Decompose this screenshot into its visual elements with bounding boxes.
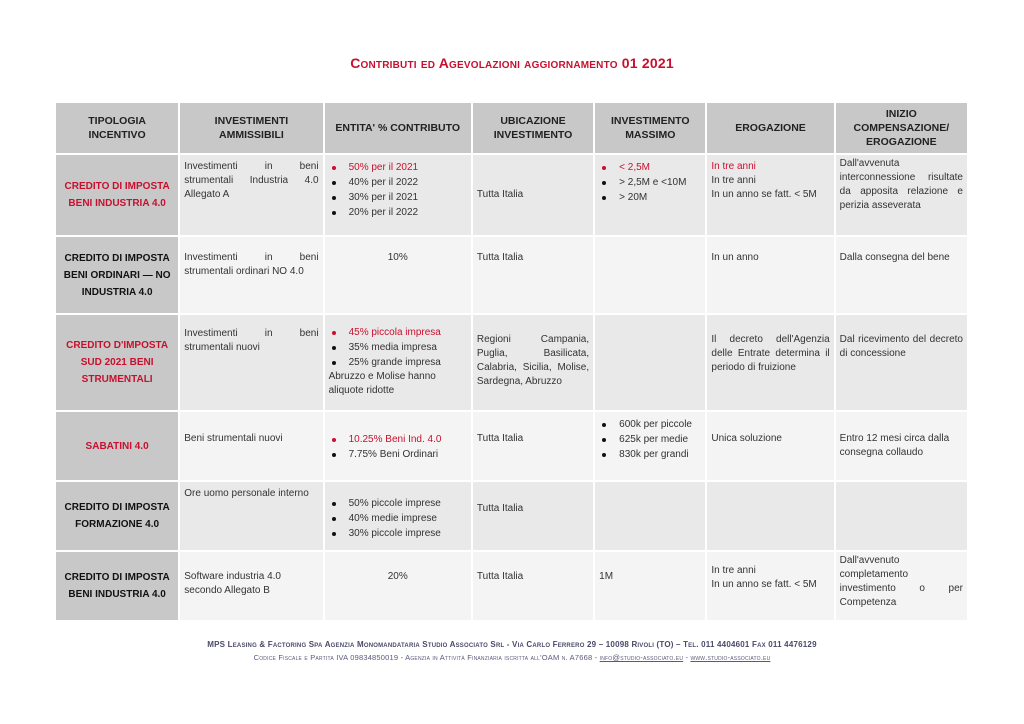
row-massimo	[595, 315, 705, 410]
row-erogazione	[707, 552, 833, 620]
entita-item: 40% per il 2022	[329, 175, 467, 190]
row-ubicazione: Tutta Italia	[473, 155, 593, 235]
header-entita: ENTITA' % CONTRIBUTO	[325, 103, 471, 153]
header-inizio: INIZIO COMPENSAZIONE/ EROGAZIONE	[836, 103, 967, 153]
row-investimenti: Software industria 4.0 secondo Allegato B	[180, 552, 322, 620]
row-erogazione: Il decreto dell'Agenzia delle Entrate determina il periodo di fruizione	[707, 315, 833, 410]
footer-website-link[interactable]: www.studio-associato.eu	[690, 653, 771, 662]
row-entita	[325, 155, 471, 235]
entita-item: 7.75% Beni Ordinari	[329, 447, 467, 462]
row-inizio: Dal ricevimento del decreto di concessione	[836, 315, 967, 410]
row-investimenti: Investimenti in beni strumentali ordinari NO 4.0	[180, 237, 322, 313]
row-investimenti: Investimenti in beni strumentali nuovi	[180, 315, 322, 410]
header-erogazione: EROGAZIONE	[707, 103, 833, 153]
massimo-item: < 2,5M	[599, 160, 701, 175]
header-ubicazione: UBICAZIONE INVESTIMENTO	[473, 103, 593, 153]
entita-item: 30% piccole imprese	[329, 526, 467, 541]
row-tipologia: SABATINI 4.0	[56, 412, 178, 480]
row-massimo	[595, 155, 705, 235]
entita-item: 25% grande impresa	[329, 355, 467, 370]
row-inizio: Dall'avvenuto completamento investimento o per Competenza	[836, 552, 967, 620]
table-header-row	[56, 103, 967, 153]
footer-email-link[interactable]: info@studio-associato.eu	[599, 653, 684, 662]
row-erogazione	[707, 155, 833, 235]
row-inizio	[836, 482, 967, 550]
entita-note: Abruzzo e Molise hanno aliquote ridotte	[328, 371, 436, 396]
entita-item: 50% piccole imprese	[329, 496, 467, 511]
erogazione-line: In un anno se fatt. < 5M	[711, 189, 817, 200]
header-massimo: INVESTIMENTO MASSIMO	[595, 103, 705, 153]
row-tipologia: CREDITO D'IMPOSTA SUD 2021 BENI STRUMENTALI	[56, 315, 178, 410]
row-entita	[325, 315, 471, 410]
erogazione-line: In tre anni	[711, 175, 756, 186]
row-investimenti: Investimenti in beni strumentali Industria 4.0 Allegato A	[180, 155, 322, 235]
massimo-item: > 2,5M e <10M	[599, 175, 701, 190]
row-ubicazione: Tutta Italia	[473, 237, 593, 313]
row-tipologia: CREDITO DI IMPOSTA BENI INDUSTRIA 4.0	[56, 552, 178, 620]
row-inizio: Dall'avvenuta interconnessione risultate da apposita relazione e perizia asseverata	[836, 155, 967, 235]
row-ubicazione: Tutta Italia	[473, 482, 593, 550]
erogazione-line: In tre anni	[711, 161, 756, 172]
footer-legal-text: Codice Fiscale e Partita IVA 09834850019 - Agenzia in Attività Finanziaria iscritta all'OAM n. A7668 -	[253, 653, 598, 662]
entita-item: 20% per il 2022	[329, 205, 467, 220]
row-ubicazione: Tutta Italia	[473, 552, 593, 620]
entita-item: 45% piccola impresa	[329, 325, 467, 340]
entita-item: 35% media impresa	[329, 340, 467, 355]
row-erogazione: Unica soluzione	[707, 412, 833, 480]
row-massimo	[595, 237, 705, 313]
row-investimenti: Ore uomo personale interno	[180, 482, 322, 550]
incentives-table	[54, 101, 969, 622]
table-row	[56, 315, 967, 410]
row-massimo	[595, 412, 705, 480]
row-tipologia: CREDITO DI IMPOSTA FORMAZIONE 4.0	[56, 482, 178, 550]
header-investimenti: INVESTIMENTI AMMISSIBILI	[180, 103, 322, 153]
table-row	[56, 412, 967, 480]
row-tipologia: CREDITO DI IMPOSTA BENI ORDINARI — NO INDUSTRIA 4.0	[56, 237, 178, 313]
row-ubicazione: Tutta Italia	[473, 412, 593, 480]
row-entita	[325, 482, 471, 550]
row-massimo	[595, 482, 705, 550]
entita-item: 10.25% Beni Ind. 4.0	[329, 432, 467, 447]
row-entita: 20%	[325, 552, 471, 620]
row-entita	[325, 412, 471, 480]
row-investimenti: Beni strumentali nuovi	[180, 412, 322, 480]
footer-separator: -	[685, 653, 689, 662]
massimo-item: 600k per piccole	[599, 417, 701, 432]
table-row	[56, 237, 967, 313]
entita-item: 50% per il 2021	[329, 160, 467, 175]
table-row	[56, 482, 967, 550]
row-entita: 10%	[325, 237, 471, 313]
massimo-item: > 20M	[599, 190, 701, 205]
table-row	[56, 552, 967, 620]
row-massimo: 1M	[595, 552, 705, 620]
row-inizio: Dalla consegna del bene	[836, 237, 967, 313]
massimo-item: 830k per grandi	[599, 447, 701, 462]
footer-legal-line	[0, 653, 1024, 662]
erogazione-line: In tre anni	[711, 565, 756, 576]
table-row	[56, 155, 967, 235]
entita-item: 30% per il 2021	[329, 190, 467, 205]
footer-company-line: MPS Leasing & Factoring Spa Agenzia Monomandataria Studio Associato Srl - Via Carlo Ferrero 29 – 10098 Rivoli (TO) – Tel. 011 4404601 Fax 011 4476129	[207, 640, 817, 649]
entita-item: 40% medie imprese	[329, 511, 467, 526]
row-erogazione: In un anno	[707, 237, 833, 313]
header-tipologia: TIPOLOGIA INCENTIVO	[56, 103, 178, 153]
row-inizio: Entro 12 mesi circa dalla consegna collaudo	[836, 412, 967, 480]
row-erogazione	[707, 482, 833, 550]
erogazione-line: In un anno se fatt. < 5M	[711, 579, 817, 590]
row-tipologia: CREDITO DI IMPOSTA BENI INDUSTRIA 4.0	[56, 155, 178, 235]
massimo-item: 625k per medie	[599, 432, 701, 447]
row-ubicazione: Regioni Campania, Puglia, Basilicata, Calabria, Sicilia, Molise, Sardegna, Abruzzo	[473, 315, 593, 410]
page-title: Contributi ed Agevolazioni aggiornamento 01 2021	[350, 55, 674, 71]
